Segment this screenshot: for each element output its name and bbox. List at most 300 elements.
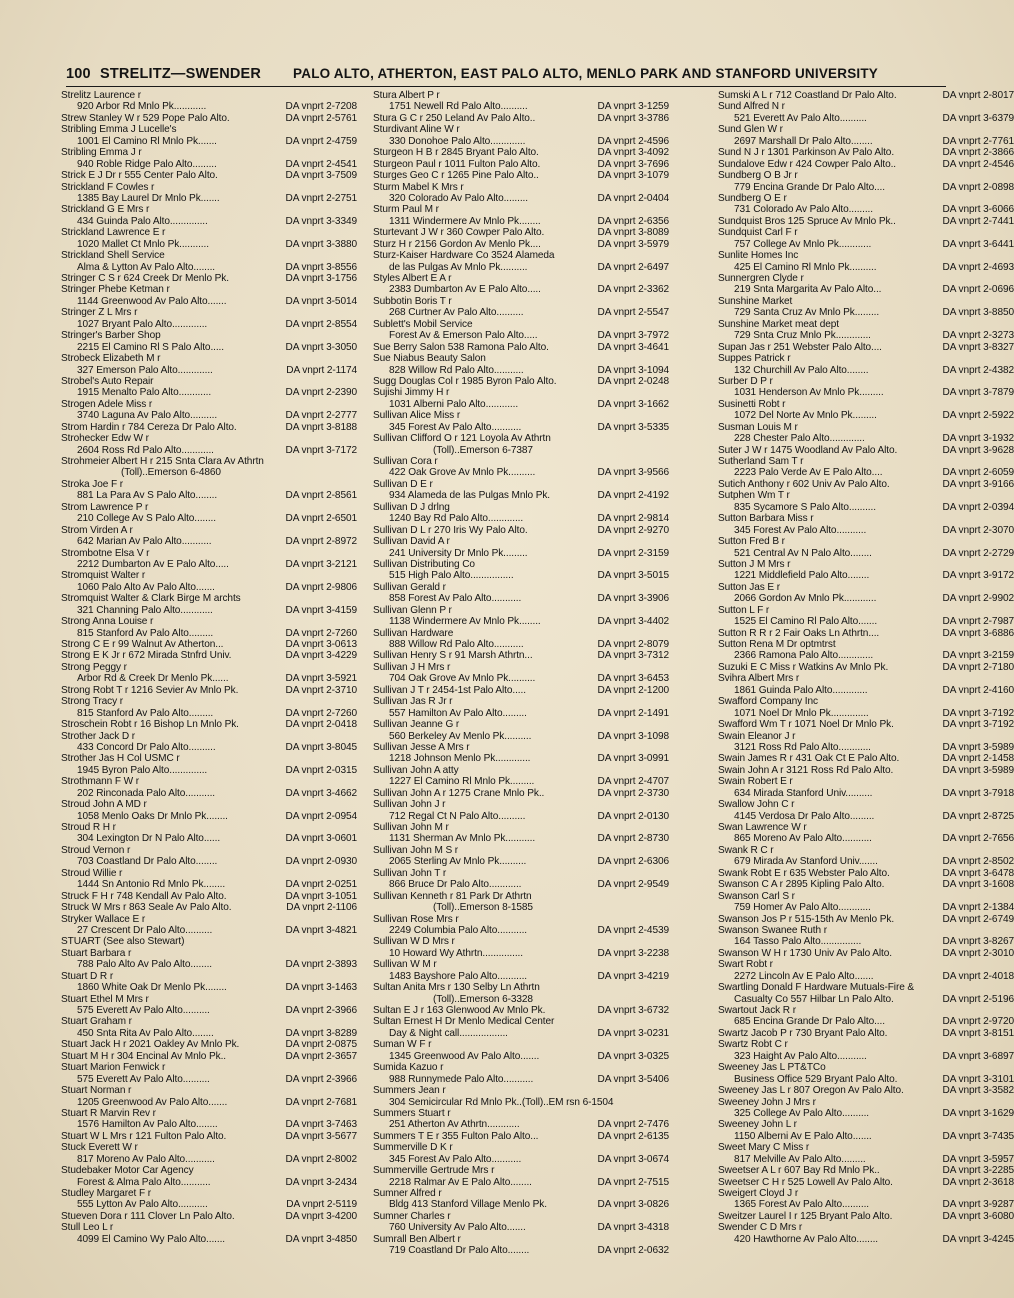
listing-text: Sutton Fred B r [718, 536, 785, 548]
listing-line [61, 1142, 357, 1153]
listing-line [718, 479, 1014, 490]
listing-line [718, 262, 1014, 273]
listing-text: Sue Niabus Beauty Salon [373, 353, 486, 365]
listing-line [718, 1142, 1014, 1153]
listing-text: 731 Colorado Av Palo Alto......... [734, 204, 873, 216]
listing-text: 4099 El Camino Wy Palo Alto....... [77, 1233, 225, 1245]
listing-text: 320 Colorado Av Palo Alto......... [389, 192, 528, 204]
listing-line [718, 159, 1014, 170]
listing-line [61, 467, 357, 478]
phone-number: DA vnprt 2-9549 [597, 879, 669, 891]
listing-text: Sunshine Market meat dept [718, 318, 839, 330]
listing-line [373, 731, 669, 742]
listing-text: Strothmann F W r [61, 776, 140, 788]
listing-line [61, 456, 357, 467]
listing-text: 321 Channing Palo Alto............ [77, 604, 213, 616]
listing-line [373, 376, 669, 387]
phone-number: DA vnprt 2-3362 [597, 284, 669, 296]
listing-line [718, 868, 1014, 879]
listing-text: Strelitz Laurence r [61, 90, 142, 101]
listing-line [373, 685, 669, 696]
phone-number: DA vnprt 2-0130 [597, 810, 669, 822]
listing-line [373, 445, 669, 456]
phone-number: DA vnprt 2-0696 [942, 284, 1014, 296]
phone-number: DA vnprt 3-7435 [942, 1130, 1014, 1142]
phone-number: DA vnprt 2-3710 [285, 684, 357, 696]
listing-text: Sutich Anthony r 602 Univ Av Palo Alto. [718, 478, 890, 490]
phone-number: DA vnprt 3-7312 [597, 650, 669, 662]
phone-number: DA vnprt 3-5989 [942, 741, 1014, 753]
listing-line [61, 788, 357, 799]
phone-number: DA vnprt 3-7918 [942, 787, 1014, 799]
listing-line [61, 525, 357, 536]
listing-line [61, 273, 357, 284]
listing-line [373, 845, 669, 856]
listing-text: Summerville Gertrude Mrs r [373, 1165, 495, 1177]
listing-line [61, 422, 357, 433]
listing-text: Swanson Carl S r [718, 890, 795, 902]
listing-line [61, 994, 357, 1005]
listing-line [373, 193, 669, 204]
listing-line [61, 914, 357, 925]
listing-line [718, 1154, 1014, 1165]
listing-text: Strickland Shell Service [61, 250, 165, 262]
listing-line [61, 776, 357, 787]
listing-text: Sweitzer Laurel I r 125 Bryant Palo Alto. [718, 1210, 893, 1222]
phone-number: DA vnprt 2-0898 [942, 181, 1014, 193]
listing-line [718, 147, 1014, 158]
phone-number: DA vnprt 2-3866 [942, 147, 1014, 159]
phone-number: DA vnprt 3-7463 [285, 1119, 357, 1131]
listing-line [718, 1028, 1014, 1039]
listing-text: Sullivan Jeanne G r [373, 719, 460, 731]
listing-text: 729 Santa Cruz Av Mnlo Pk......... [734, 307, 880, 319]
listing-text: Stuart Norman r [61, 1085, 132, 1097]
listing-line [718, 1005, 1014, 1016]
listing-text: 858 Forest Av Palo Alto........... [389, 593, 522, 605]
listing-text: Sundberg O B Jr r [718, 170, 798, 182]
listing-line [373, 387, 669, 398]
listing-text: 575 Everett Av Palo Alto.......... [77, 1073, 210, 1085]
listing-line [718, 593, 1014, 604]
listing-line [373, 662, 669, 673]
listing-text: Forest & Alma Palo Alto........... [77, 1176, 211, 1188]
listing-text: Stueven Dora r 111 Clover Ln Palo Alto. [61, 1210, 235, 1222]
listing-text: 515 High Palo Alto................ [389, 570, 514, 582]
listing-line [61, 284, 357, 295]
phone-number: DA vnprt 2-6306 [597, 856, 669, 868]
listing-text: Struck W Mrs r 863 Seale Av Palo Alto. [61, 902, 232, 914]
phone-number: DA vnprt 3-6886 [942, 627, 1014, 639]
phone-number: DA vnprt 3-4219 [597, 970, 669, 982]
phone-number: DA vnprt 2-7208 [285, 101, 357, 113]
listing-text: Styles Albert E A r [373, 273, 452, 284]
listing-line [61, 719, 357, 730]
phone-number: DA vnprt 3-4821 [285, 924, 357, 936]
listing-line [373, 605, 669, 616]
listing-text: Sullivan John A atty [373, 764, 459, 776]
listing-text: 3121 Ross Rd Palo Alto............ [734, 741, 871, 753]
listing-text: 940 Roble Ridge Palo Alto......... [77, 158, 217, 170]
listing-line [718, 673, 1014, 684]
listing-line [718, 1165, 1014, 1176]
listing-text: 828 Willow Rd Palo Alto........... [389, 364, 524, 376]
listing-text: Swart Robt r [718, 959, 773, 971]
phone-number: DA vnprt 2-0875 [285, 1039, 357, 1051]
listing-line [718, 731, 1014, 742]
phone-number: DA vnprt 3-6453 [597, 673, 669, 685]
listing-text: 2366 Ramona Palo Alto............. [734, 650, 874, 662]
phone-number: DA vnprt 2-7987 [942, 616, 1014, 628]
phone-number: DA vnprt 2-5922 [942, 410, 1014, 422]
listing-line [718, 387, 1014, 398]
listing-line [61, 936, 357, 947]
phone-number: DA vnprt 2-7761 [942, 135, 1014, 147]
listing-text: Sunnergren Clyde r [718, 273, 804, 284]
listing-text: Sweigert Cloyd J r [718, 1188, 799, 1199]
listing-text: 304 Semicircular Rd Mnlo Pk..(Toll)..EM rsn 6-1504 [389, 1096, 614, 1108]
listing-text: Sutherland Sam T r [718, 456, 804, 467]
listing-line [718, 559, 1014, 570]
listing-text: Sullivan Distributing Co [373, 558, 475, 570]
listing-line [373, 353, 669, 364]
listing-text: 2066 Gordon Av Mnlo Pk............ [734, 593, 877, 605]
listing-text: Sue Berry Salon 538 Ramona Palo Alto. [373, 341, 549, 353]
listing-text: 1345 Greenwood Av Palo Alto....... [389, 1050, 540, 1062]
listing-line [373, 1245, 669, 1256]
listing-text: Stroud R H r [61, 822, 116, 833]
listing-text: Swafford Company Inc [718, 696, 818, 708]
phone-number: DA vnprt 3-3906 [597, 593, 669, 605]
listing-line [373, 1108, 669, 1119]
listing-text: 555 Lytton Av Palo Alto........... [77, 1199, 208, 1211]
listing-text: 760 University Av Palo Alto....... [389, 1222, 526, 1234]
listing-text: Suter J W r 1475 Woodland Av Palo Alto. [718, 444, 898, 456]
listing-line [373, 833, 669, 844]
listing-line [718, 525, 1014, 536]
phone-number: DA vnprt 3-3101 [942, 1073, 1014, 1085]
phone-number: DA vnprt 3-4641 [597, 341, 669, 353]
listing-line [718, 376, 1014, 387]
listing-line [373, 422, 669, 433]
listing-text: Sund Glen W r [718, 124, 783, 136]
listing-line [373, 1005, 669, 1016]
listing-line [61, 227, 357, 238]
listing-line [373, 365, 669, 376]
listing-line [61, 113, 357, 124]
phone-number: DA vnprt 2-7260 [285, 627, 357, 639]
listing-text: 988 Runnymede Palo Alto........... [389, 1073, 534, 1085]
listing-text: Sugg Douglas Col r 1985 Byron Palo Alto. [373, 375, 557, 387]
listing-text: 934 Alameda de las Pulgas Mnlo Pk. [389, 490, 551, 502]
phone-number: DA vnprt 2-3966 [285, 1005, 357, 1016]
listing-line [718, 239, 1014, 250]
listing-line [373, 227, 669, 238]
listing-line [61, 147, 357, 158]
phone-number: DA vnprt 3-1608 [942, 879, 1014, 891]
phone-number: DA vnprt 3-9566 [597, 467, 669, 479]
listing-line [61, 639, 357, 650]
listing-text: 2215 El Camino Rl S Palo Alto..... [77, 341, 224, 353]
listing-text: Swank Robt E r 635 Webster Palo Alto. [718, 867, 890, 879]
listing-line [61, 1222, 357, 1233]
listing-text: 268 Curtner Av Palo Alto.......... [389, 307, 524, 319]
listing-text: Stroschein Robt r 16 Bishop Ln Mnlo Pk. [61, 719, 239, 731]
listing-line [718, 628, 1014, 639]
listing-line [373, 182, 669, 193]
listing-text: 2383 Dumbarton Av E Palo Alto..... [389, 284, 541, 296]
listing-line [373, 959, 669, 970]
listing-text: Sullivan John A r 1275 Crane Mnlo Pk.. [373, 787, 545, 799]
listing-line [61, 1016, 357, 1027]
phone-number: DA vnprt 2-3273 [942, 330, 1014, 342]
listing-line [373, 1097, 669, 1108]
listing-text: Sturgeon H B r 2845 Bryant Palo Alto. [373, 147, 539, 159]
phone-number: DA vnprt 3-0674 [597, 1153, 669, 1165]
listing-text: Stroka Joe F r [61, 478, 123, 490]
listing-line [61, 1177, 357, 1188]
listing-text: 1218 Johnson Menlo Pk............. [389, 753, 531, 765]
listing-line [373, 502, 669, 513]
phone-number: DA vnprt 3-3349 [285, 215, 357, 227]
listing-line [61, 490, 357, 501]
listing-text: Sullivan D L r 270 Iris Wy Palo Alto. [373, 524, 528, 536]
listing-line [61, 868, 357, 879]
listing-text: Sturdivant Aline W r [373, 124, 460, 136]
listing-text: 1576 Hamilton Av Palo Alto........ [77, 1119, 218, 1131]
listing-line [373, 856, 669, 867]
listing-text: 757 College Av Mnlo Pk............ [734, 238, 872, 250]
listing-line [373, 159, 669, 170]
listing-line [718, 799, 1014, 810]
listing-line [718, 708, 1014, 719]
listing-text: Swallow John C r [718, 799, 795, 811]
listing-line [718, 822, 1014, 833]
listing-text: Sturgeon Paul r 1011 Fulton Palo Alto. [373, 158, 541, 170]
listing-text: 815 Stanford Av Palo Alto......... [77, 627, 214, 639]
listing-line [718, 719, 1014, 730]
listing-line [61, 1039, 357, 1050]
phone-number: DA vnprt 3-8188 [285, 421, 357, 433]
phone-number: DA vnprt 3-2434 [285, 1176, 357, 1188]
listing-text: Suzuki E C Miss r Watkins Av Mnlo Pk. [718, 661, 889, 673]
listing-line [61, 662, 357, 673]
phone-number: DA vnprt 3-4402 [597, 616, 669, 628]
listing-text: 1150 Alberni Av E Palo Alto....... [734, 1130, 872, 1142]
listing-line [373, 1051, 669, 1062]
listing-line [373, 582, 669, 593]
listing-line [718, 650, 1014, 661]
listing-text: 219 Snta Margarita Av Palo Alto... [734, 284, 882, 296]
listing-line [718, 365, 1014, 376]
listing-text: (Toll)..Emerson 8-1585 [433, 902, 533, 914]
listing-line [718, 467, 1014, 478]
listing-text: Strohmeier Albert H r 215 Snta Clara Av Athrtn [61, 456, 264, 467]
listing-line [61, 1188, 357, 1199]
listing-text: Stroud Willie r [61, 867, 123, 879]
listing-line [61, 696, 357, 707]
phone-number: DA vnprt 3-0991 [597, 753, 669, 765]
listing-text: 1945 Byron Palo Alto.............. [77, 764, 208, 776]
listing-text: Stringer Phebe Ketman r [61, 284, 170, 296]
page-number: 100 [66, 66, 91, 82]
listing-line [373, 1028, 669, 1039]
phone-number: DA vnprt 2-3893 [285, 959, 357, 971]
listing-line [718, 582, 1014, 593]
listing-text: 521 Central Av N Palo Alto........ [734, 547, 872, 559]
listing-line [718, 1097, 1014, 1108]
phone-number: DA vnprt 3-1756 [285, 273, 357, 284]
listing-text: Stuart R Marvin Rev r [61, 1107, 156, 1119]
listing-line [718, 284, 1014, 295]
listing-line [61, 1108, 357, 1119]
listing-text: Sullivan David A r [373, 536, 450, 548]
listing-text: 866 Bruce Dr Palo Alto............ [389, 879, 522, 891]
phone-number: DA vnprt 2-0930 [285, 856, 357, 868]
listing-line [373, 753, 669, 764]
listing-line [718, 399, 1014, 410]
phone-number: DA vnprt 3-5989 [942, 764, 1014, 776]
listing-text: Strong C E r 99 Walnut Av Atherton... [61, 639, 224, 650]
listing-text: 345 Forest Av Palo Alto........... [734, 524, 867, 536]
listing-line [61, 1211, 357, 1222]
listing-text: 3740 Laguna Av Palo Alto.......... [77, 410, 218, 422]
phone-number: DA vnprt 3-4318 [597, 1222, 669, 1234]
listing-text: Sujishi Jimmy H r [373, 387, 450, 399]
listing-line [718, 879, 1014, 890]
phone-number: DA vnprt 2-0954 [285, 810, 357, 822]
listing-line [373, 1062, 669, 1073]
phone-number: DA vnprt 2-4160 [942, 684, 1014, 696]
listing-text: Sullivan D J drlng [373, 501, 450, 513]
listing-line [61, 925, 357, 936]
listing-text: 1483 Bayshore Palo Alto........... [389, 970, 527, 982]
listing-text: Stuart Graham r [61, 1016, 132, 1028]
phone-number: DA vnprt 2-7515 [597, 1176, 669, 1188]
listing-text: 2697 Marshall Dr Palo Alto........ [734, 135, 873, 147]
listing-text: Sturm Mabel K Mrs r [373, 181, 464, 193]
listing-line [61, 1119, 357, 1130]
listing-line [61, 753, 357, 764]
listing-line [373, 902, 669, 913]
listing-text: 2212 Dumbarton Av E Palo Alto..... [77, 558, 229, 570]
phone-number: DA vnprt 3-9172 [942, 570, 1014, 582]
phone-number: DA vnprt 3-5014 [285, 295, 357, 307]
phone-number: DA vnprt 2-1174 [286, 364, 357, 376]
listing-line [373, 628, 669, 639]
listing-line [373, 616, 669, 627]
listing-text: Strick E J Dr r 555 Center Palo Alto. [61, 170, 218, 182]
listing-text: Sweetser A L r 607 Bay Rd Mnlo Pk.. [718, 1165, 880, 1177]
phone-number: DA vnprt 2-4693 [942, 261, 1014, 273]
listing-line [718, 536, 1014, 547]
listing-text: Business Office 529 Bryant Palo Alto. [734, 1073, 898, 1085]
listing-line [718, 101, 1014, 112]
listing-line [373, 410, 669, 421]
listing-text: 712 Regal Ct N Palo Alto.......... [389, 810, 526, 822]
listing-text: 202 Rinconada Palo Alto........... [77, 787, 216, 799]
listing-line [373, 147, 669, 158]
listing-text: Sutton R R r 2 Fair Oaks Ln Athrtn.... [718, 627, 880, 639]
listing-text: 557 Hamilton Av Palo Alto......... [389, 707, 527, 719]
listing-line [718, 296, 1014, 307]
phone-number: DA vnprt 2-0632 [597, 1245, 669, 1257]
listing-line [61, 445, 357, 456]
listing-text: Sullivan D E r [373, 478, 433, 490]
listing-line [373, 1188, 669, 1199]
listing-text: Sumida Kazuo r [373, 1062, 444, 1074]
listing-line [61, 513, 357, 524]
phone-number: DA vnprt 3-0613 [285, 639, 357, 650]
phone-number: DA vnprt 3-0826 [597, 1199, 669, 1211]
listing-text: Strom Hardin r 784 Cereza Dr Palo Alto. [61, 421, 237, 433]
listing-text: Sweet Mary C Miss r [718, 1142, 810, 1154]
listing-text: Swain John A r 3121 Ross Rd Palo Alto. [718, 764, 894, 776]
phone-number: DA vnprt 3-3880 [285, 238, 357, 250]
listing-line [61, 239, 357, 250]
listing-line [718, 204, 1014, 215]
phone-number: DA vnprt 2-0418 [285, 719, 357, 731]
listing-text: 420 Hawthorne Av Palo Alto........ [734, 1233, 878, 1245]
listing-text: 327 Emerson Palo Alto............. [77, 364, 213, 376]
listing-line [718, 971, 1014, 982]
listing-line [718, 765, 1014, 776]
phone-number: DA vnprt 3-5677 [285, 1130, 357, 1142]
listing-text: Strong Robt T r 1216 Sevier Av Mnlo Pk. [61, 684, 239, 696]
listing-text: Sturtevant J W r 360 Cowper Palo Alto. [373, 227, 545, 239]
listing-line [61, 605, 357, 616]
listing-text: 560 Berkeley Av Menlo Pk.......... [389, 730, 532, 742]
listing-text: 1365 Forest Av Palo Alto.......... [734, 1199, 869, 1211]
listing-line [61, 1074, 357, 1085]
listing-text: 422 Oak Grove Av Mnlo Pk.......... [389, 467, 536, 479]
listing-text: 4145 Verdosa Dr Palo Alto......... [734, 810, 875, 822]
listing-text: 1071 Noel Dr Mnlo Pk.............. [734, 707, 869, 719]
listing-text: 817 Moreno Av Palo Alto........... [77, 1153, 215, 1165]
listing-line [718, 1039, 1014, 1050]
listing-line [718, 925, 1014, 936]
phone-number: DA vnprt 3-6441 [942, 238, 1014, 250]
phone-number: DA vnprt 2-3070 [942, 524, 1014, 536]
listing-line [718, 1119, 1014, 1130]
listing-text: Sutton J M Mrs r [718, 558, 791, 570]
listing-text: Stribling Emma J Lucelle's [61, 124, 177, 136]
listing-line [373, 788, 669, 799]
phone-number: DA vnprt 3-8327 [942, 341, 1014, 353]
phone-number: DA vnprt 3-3582 [942, 1085, 1014, 1097]
listing-text: Swanson C A r 2895 Kipling Palo Alto. [718, 879, 885, 891]
listing-line [373, 284, 669, 295]
phone-number: DA vnprt 3-5921 [285, 673, 357, 685]
listing-line [373, 1119, 669, 1130]
phone-number: DA vnprt 2-1200 [597, 684, 669, 696]
listing-line [718, 685, 1014, 696]
listing-line [373, 307, 669, 318]
phone-number: DA vnprt 2-4018 [942, 970, 1014, 982]
listing-line [373, 296, 669, 307]
phone-number: DA vnprt 2-4539 [597, 924, 669, 936]
listing-line [718, 811, 1014, 822]
listing-column-2 [373, 90, 669, 1257]
listing-text: (Toll)..Emerson 6-3328 [433, 993, 533, 1005]
listing-line [61, 1165, 357, 1176]
phone-number: DA vnprt 3-5406 [597, 1073, 669, 1085]
listing-line [718, 914, 1014, 925]
listing-text: Sullivan Jesse A Mrs r [373, 741, 470, 753]
listing-line [373, 113, 669, 124]
listing-line [718, 456, 1014, 467]
listing-line [61, 570, 357, 581]
